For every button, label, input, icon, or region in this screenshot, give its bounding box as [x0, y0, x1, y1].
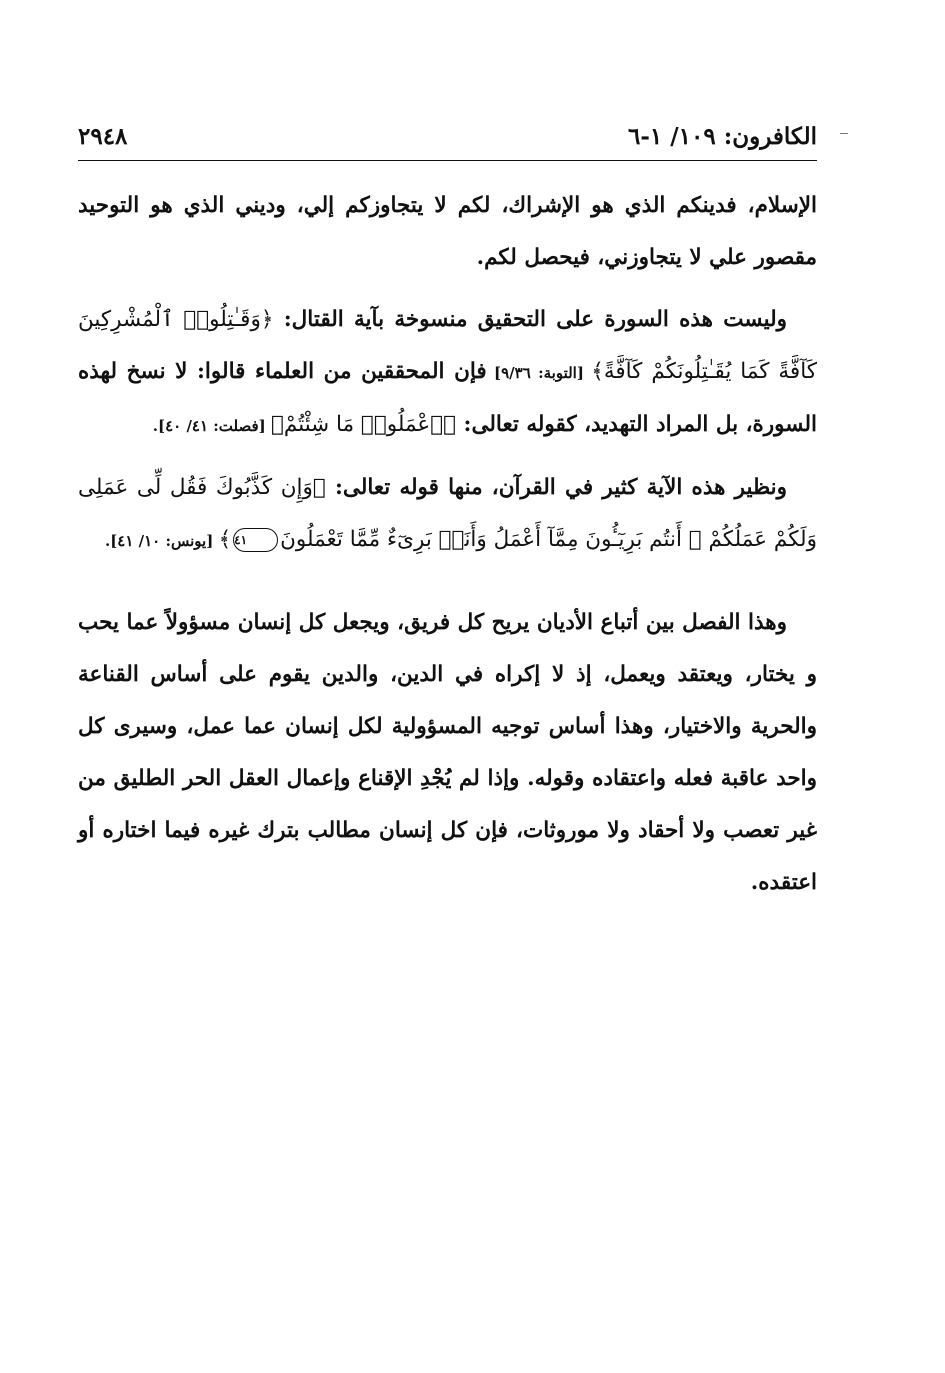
ayah-number-marker: ٤١	[233, 528, 278, 552]
quran-quote: ﴿وَإِن كَذَّبُوكَ فَقُل لِّى عَمَلِى وَلَكُمْ عَمَلُكُمْ ۖ أَنتُم بَرِيٓـُٔونَ مِمَّآ أَعْمَلُ وَأَنَا۠ بَرِىٓءٌ مِّمَّا تَعْمَلُونَ	[78, 475, 817, 552]
paragraph-3	[78, 462, 817, 567]
margin-tick	[840, 133, 848, 134]
paragraph-middle: فإن المحققين من العلماء قالوا: لا نسخ لهذه السورة، بل المراد التهديد، كقوله تعالى:	[78, 359, 817, 437]
quran-quote: ﴿وَقَـٰتِلُوا۟ ٱلْمُشْرِكِينَ كَآفَّةً كَمَا يُقَـٰتِلُونَكُمْ كَآفَّةً﴾	[78, 307, 818, 384]
paragraph-2	[78, 294, 817, 452]
paragraph-text: الإسلام، فدينكم الذي هو الإشراك، لكم لا يتجاوزكم إلي، وديني الذي هو التوحيد مقصور علي لا يتجاوزني، فيحصل لكم.	[78, 193, 817, 270]
quran-quote: ﴿ٱعْمَلُوا۟ مَا شِئْتُمْ﴾	[271, 412, 457, 437]
quran-quote-close: ﴾	[218, 527, 232, 552]
paragraph-intro: وليست هذه السورة على التحقيق منسوخة بآية القتال:	[273, 307, 788, 332]
verse-reference: [يونس: ١٠/ ٤١].	[104, 532, 219, 550]
page-number: ٢٩٤٨	[78, 122, 128, 150]
header-rule	[78, 160, 817, 161]
paragraph-text: وهذا الفصل بين أتباع الأديان يريح كل فريق، ويجعل كل إنسان مسؤولاً عما يحب و يختار، ويعتقد ويعمل، إذ لا إكراه في الدين، والدين يقوم على أساس القناعة والحرية والاختيار، وهذا أساس توجيه المسؤولية لكل إنسان عما عمل، وسيرى كل واحد عاقبة فعله واعتقاده وقوله. وإذا لم يُجْدِ الإقناع وإعمال العقل الحر الطليق من غير تعصب ولا أحقاد ولا موروثات، فإن كل إنسان مطالب بترك غيره فيما اختاره أو اعتقده.	[78, 610, 817, 895]
paragraph-intro: ونظير هذه الآية كثير في القرآن، منها قوله تعالى:	[325, 475, 787, 500]
verse-reference: [التوبة: ٩/٣٦]	[486, 364, 592, 382]
running-header	[78, 120, 817, 152]
verse-reference: [فصلت: ٤١/ ٤٠].	[152, 417, 271, 435]
body-text	[78, 180, 817, 919]
surah-reference: الكافرون: ١٠٩/ ١-٦	[627, 122, 817, 150]
paragraph-1	[78, 180, 817, 284]
paragraph-4	[78, 597, 817, 909]
